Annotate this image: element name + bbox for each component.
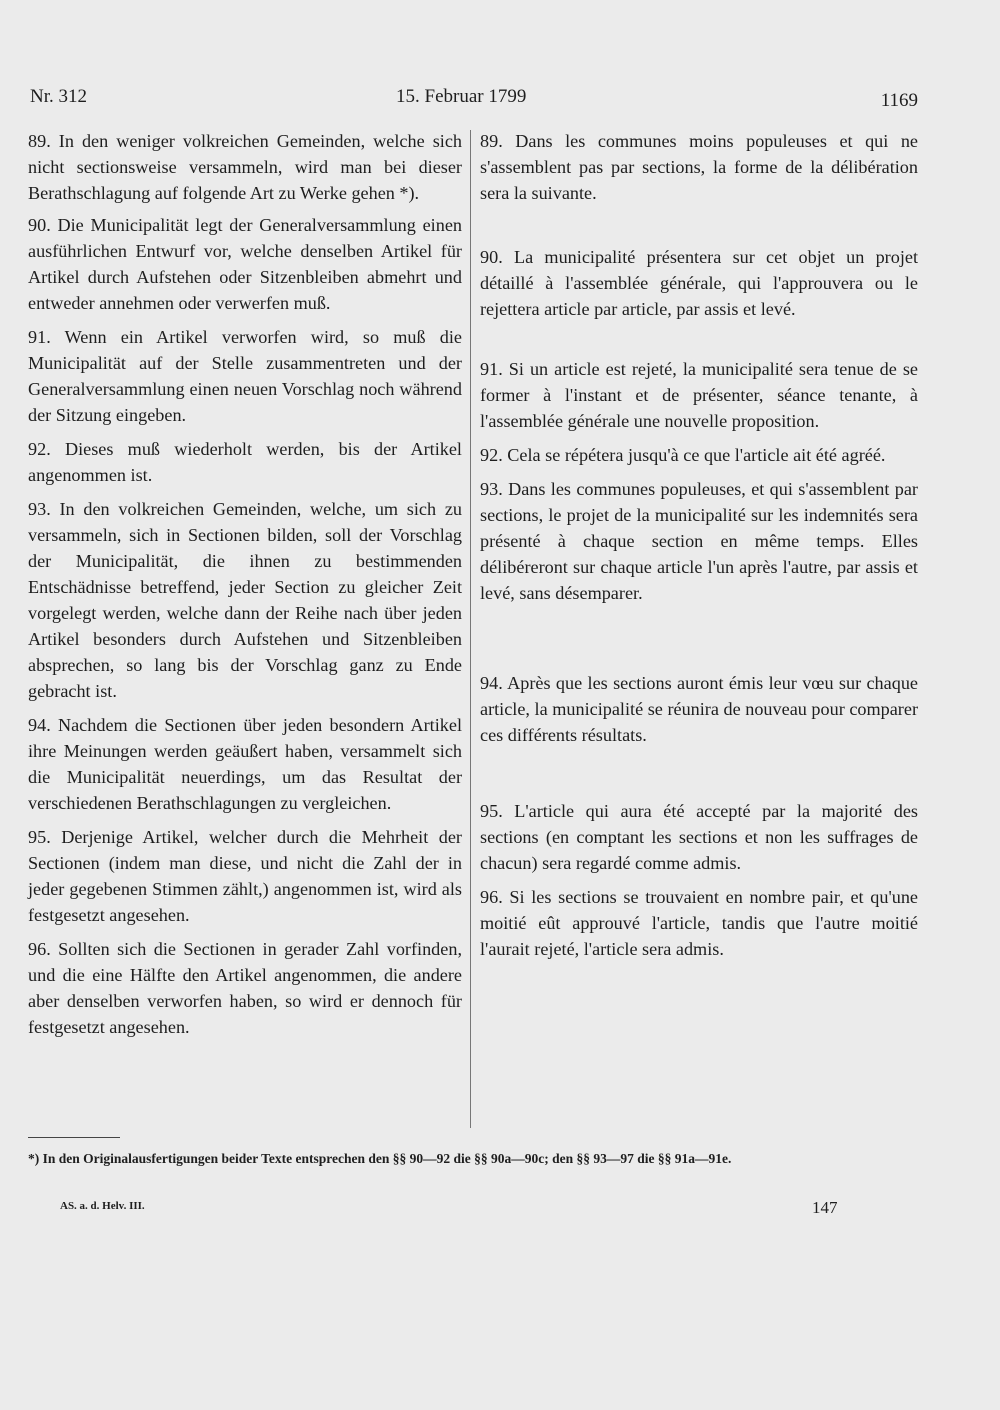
page-header (30, 86, 918, 116)
german-paragraph-95: 95. Derjenige Artikel, welcher durch die Mehrheit der Sectionen (indem man diese, und nicht die Zahl der in jeder gegebenen Stimmen zählt,) angenommen ist, wird als festgesetzt angesehen. (28, 827, 462, 925)
footnote-rule (28, 1137, 120, 1138)
french-paragraph-94: 94. Après que les sections auront émis leur vœu sur chaque article, la municipalité se réunira de nouveau pour comparer ces différents résultats. (480, 673, 918, 745)
german-paragraph-91: 91. Wenn ein Artikel verworfen wird, so muß die Municipalität auf der Stelle zusammentreten und der Generalversammlung einen neuen Vorschlag noch während der Sitzung eingeben. (28, 327, 462, 425)
french-paragraph-95: 95. L'article qui aura été accepté par la majorité des sections (en comptant les sections et non les suffrages de chacun) sera regardé comme admis. (480, 801, 918, 873)
french-paragraph-90: 90. La municipalité présentera sur cet objet un projet détaillé à l'assemblée générale, qui l'approuvera ou le rejettera article par article, par assis et levé. (480, 247, 918, 319)
signature-mark: AS. a. d. Helv. III. (60, 1200, 145, 1212)
french-paragraph-93: 93. Dans les communes populeuses, et qui s'assemblent par sections, le projet de la municipalité sur les indemnités sera présenté à chaque section en même temps. Elles délibéreront sur chaque article l'un après l'autre, par assis et levé, sans désemparer. (480, 479, 918, 603)
french-paragraph-89: 89. Dans les communes moins populeuses et qui ne s'assemblent pas par sections, la forme de la délibération sera la suivante. (480, 131, 918, 203)
column-divider (470, 130, 471, 1128)
footnote: *) In den Originalausfertigungen beider Texte entsprechen den §§ 90—92 die §§ 90a—90c; den §§ 93—97 die §§ 91a—91e. (28, 1151, 732, 1166)
german-paragraph-96: 96. Sollten sich die Sectionen in gerader Zahl vorfinden, und die eine Hälfte den Artikel angenommen, die andere aber denselben verworfen haben, so wird er dennoch für festgesetzt angesehen. (28, 939, 462, 1037)
document-number: Nr. 312 (30, 86, 87, 107)
sheet-number: 147 (812, 1198, 838, 1217)
german-paragraph-94: 94. Nachdem die Sectionen über jeden besondern Artikel ihre Meinungen werden geäußert haben, versammelt sich die Municipalität neuerdings, um das Resultat der verschiedenen Berathschlagungen zu vergleichen. (28, 715, 462, 813)
french-paragraph-92: 92. Cela se répétera jusqu'à ce que l'article ait été agréé. (480, 445, 886, 465)
german-paragraph-93: 93. In den volkreichen Gemeinden, welche, um sich zu versammeln, sich in Sectionen bilden, soll der Vorschlag der Municipalität, die ihnen zu bestimmenden Entschädnisse betreffend, jeder Section zu gleicher Zeit vorgelegt werden, welche dann der Reihe nach über jeden Artikel besonders durch Aufstehen und Sitzenbleiben absprechen, so lang bis der Vorschlag ganz zu Ende gebracht ist. (28, 499, 462, 701)
german-column (28, 128, 462, 1048)
french-paragraph-91: 91. Si un article est rejeté, la municipalité sera tenue de se former à l'instant et de présenter, séance tenante, à l'assemblée générale une nouvelle proposition. (480, 359, 918, 431)
german-paragraph-92: 92. Dieses muß wiederholt werden, bis der Artikel angenommen ist. (28, 439, 462, 485)
document-date: 15. Februar 1799 (396, 86, 527, 107)
german-paragraph-89: 89. In den weniger volkreichen Gemeinden, welche sich nicht sectionsweise versammeln, wird man bei dieser Berathschlagung auf folgende Art zu Werke gehen *). (28, 131, 462, 203)
page-number: 1169 (880, 90, 918, 111)
german-paragraph-90: 90. Die Municipalität legt der Generalversammlung einen ausführlichen Entwurf vor, welche denselben Artikel für Artikel durch Aufstehen oder Sitzenbleiben abmehrt und entweder annehmen oder verwerfen muß. (28, 215, 462, 313)
french-column (480, 128, 918, 970)
french-paragraph-96: 96. Si les sections se trouvaient en nombre pair, et qu'une moitié eût approuvé l'article, tandis que l'autre moitié l'aurait rejeté, l'article sera admis. (480, 887, 918, 959)
